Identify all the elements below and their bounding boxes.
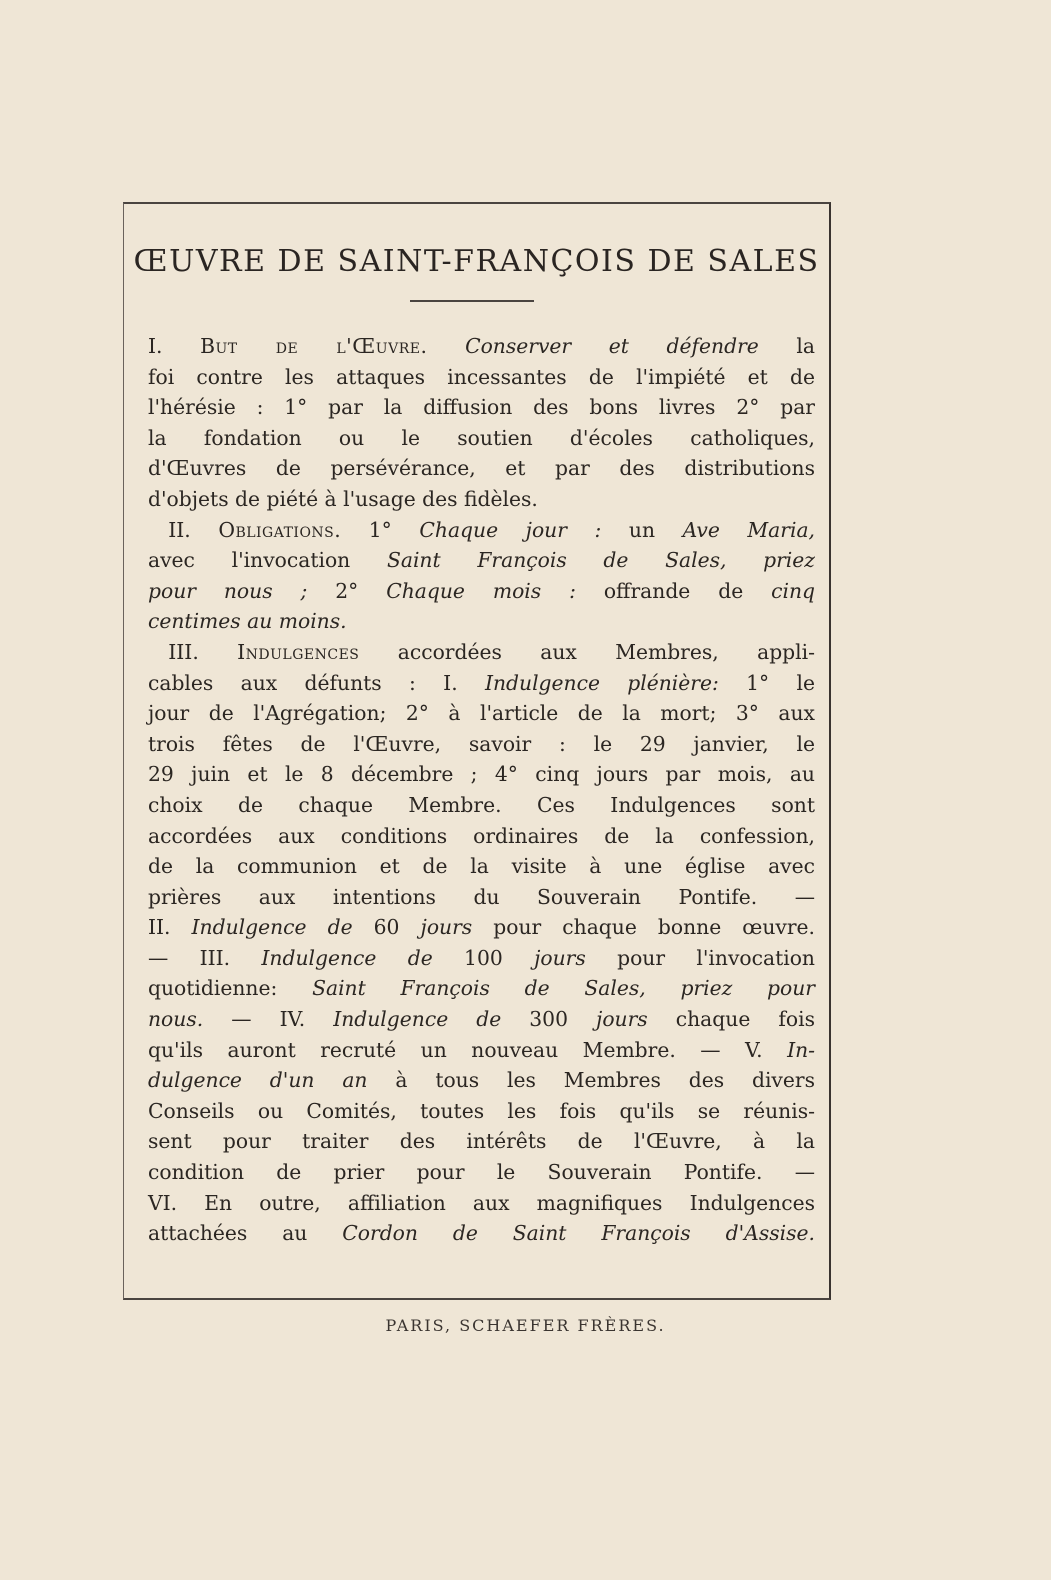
italic-text: Indulgence plénière: xyxy=(484,670,719,695)
italic-text: jours xyxy=(420,915,473,940)
text-run: condition de prier pour le Souverain Pontife. — xyxy=(148,1160,815,1185)
text-run: quotidienne: xyxy=(148,976,313,1001)
text-run: d'objets de piété à l'usage des fidèles. xyxy=(148,486,538,511)
text-run: chaque fois xyxy=(647,1007,815,1032)
text-run xyxy=(427,334,465,358)
text-run: 300 xyxy=(501,1007,597,1032)
text-run: accordées aux conditions ordinaires de la confession, xyxy=(148,823,815,848)
italic-text: pour nous ; xyxy=(148,578,308,603)
text-run: 29 juin et le 8 décembre ; 4° cinq jours par mois, au xyxy=(148,762,815,787)
italic-text: Indulgence de xyxy=(191,915,353,940)
card-body-text xyxy=(148,331,815,1249)
text-run: II. xyxy=(148,517,219,542)
text-run: 1° le xyxy=(718,670,816,695)
text-run: prières aux intentions du Souverain Pontife. — xyxy=(148,884,815,909)
italic-text: jours xyxy=(534,945,586,970)
text-run: attachées au xyxy=(148,1221,343,1246)
text-run: — III. xyxy=(148,945,262,970)
text-run: qu'ils auront recruté un nouveau Membre. — V. xyxy=(148,1037,788,1062)
text-run: jour de l'Agrégation; 2° à l'article de la mort; 3° aux xyxy=(148,701,815,726)
text-line xyxy=(148,698,815,729)
text-line xyxy=(148,637,815,668)
text-run: de la communion et de la visite à une église avec xyxy=(148,854,815,879)
text-line xyxy=(148,973,815,1004)
text-run: l'hérésie : 1° par la diffusion des bons livres 2° par xyxy=(148,395,815,420)
text-run: 2° xyxy=(307,578,387,603)
text-run: la xyxy=(758,334,815,358)
text-line xyxy=(148,1065,815,1096)
italic-text: cinq xyxy=(771,578,815,603)
text-line xyxy=(148,606,815,637)
text-line xyxy=(148,912,815,943)
text-line xyxy=(148,1035,815,1066)
text-line xyxy=(148,1188,815,1219)
text-line xyxy=(148,851,815,882)
text-line xyxy=(148,576,815,607)
text-line xyxy=(148,943,815,974)
text-run: III. xyxy=(148,639,238,664)
italic-text: Chaque mois : xyxy=(386,578,576,603)
text-line xyxy=(148,729,815,760)
text-line xyxy=(148,1004,815,1035)
section-heading: Indulgences xyxy=(237,639,360,664)
italic-text: Saint François de Sales, priez pour xyxy=(312,976,815,1001)
text-line xyxy=(148,331,815,362)
text-line xyxy=(148,1157,815,1188)
text-run: trois fêtes de l'Œuvre, savoir : le 29 janvier, le xyxy=(148,731,815,756)
text-run: accordées aux Membres, appli- xyxy=(359,639,815,664)
text-run: d'Œuvres de persévérance, et par des distributions xyxy=(148,456,815,481)
text-line xyxy=(148,882,815,913)
italic-text: centimes au moins. xyxy=(148,609,347,634)
text-run: — IV. xyxy=(203,1007,334,1032)
text-line xyxy=(148,1126,815,1157)
text-run: à tous les Membres des divers xyxy=(367,1068,815,1093)
text-line xyxy=(148,484,815,515)
text-line xyxy=(148,759,815,790)
text-line xyxy=(148,545,815,576)
italic-text: jours xyxy=(596,1007,648,1032)
text-line xyxy=(148,821,815,852)
text-run: 60 xyxy=(352,915,421,940)
title-rule xyxy=(410,300,534,302)
text-line xyxy=(148,392,815,423)
text-run: sent pour traiter des intérêts de l'Œuvre, à la xyxy=(148,1129,815,1154)
text-line xyxy=(148,423,815,454)
text-line xyxy=(148,453,815,484)
italic-text: Saint François de Sales, priez xyxy=(386,548,815,573)
section-heading: But de l'Œuvre. xyxy=(200,334,428,358)
text-run: VI. En outre, affiliation aux magnifiques Indulgences xyxy=(148,1190,815,1215)
text-run: 100 xyxy=(432,945,535,970)
italic-text: In- xyxy=(787,1037,815,1062)
text-run: pour chaque bonne œuvre. xyxy=(472,915,815,940)
text-run: foi contre les attaques incessantes de l'impiété et de xyxy=(148,364,815,389)
text-line xyxy=(148,790,815,821)
text-run: I. xyxy=(148,334,201,358)
italic-text: Indulgence de xyxy=(333,1007,502,1032)
text-run: Conseils ou Comités, toutes les fois qu'ils se réunis- xyxy=(148,1098,815,1123)
text-run: offrande de xyxy=(575,578,772,603)
text-run: 1° xyxy=(341,517,420,542)
italic-text: Cordon de Saint François d'Assise. xyxy=(342,1221,815,1246)
text-run: choix de chaque Membre. Ces Indulgences sont xyxy=(148,792,815,817)
text-line xyxy=(148,362,815,393)
prayer-card xyxy=(123,202,831,1300)
text-run: pour l'invocation xyxy=(585,945,815,970)
italic-text: Conserver et défendre xyxy=(465,334,759,358)
section-heading: Obligations. xyxy=(218,517,342,542)
text-line xyxy=(148,1096,815,1127)
text-line xyxy=(148,1218,815,1249)
italic-text: Ave Maria, xyxy=(682,517,815,542)
card-title: ŒUVRE DE SAINT-FRANÇOIS DE SALES xyxy=(133,244,820,279)
italic-text: dulgence d'un an xyxy=(148,1068,368,1093)
text-run: la fondation ou le soutien d'écoles catholiques, xyxy=(148,425,815,450)
italic-text: nous. xyxy=(148,1007,204,1032)
italic-text: Chaque jour : xyxy=(419,517,602,542)
italic-text: Indulgence de xyxy=(261,945,433,970)
text-run: cables aux défunts : I. xyxy=(148,670,485,695)
publisher-footer: PARIS, SCHAEFER FRÈRES. xyxy=(385,1316,666,1335)
text-line xyxy=(148,668,815,699)
text-line xyxy=(148,515,815,546)
text-run: avec l'invocation xyxy=(148,548,387,573)
text-run: un xyxy=(601,517,683,542)
text-run: II. xyxy=(148,915,192,940)
